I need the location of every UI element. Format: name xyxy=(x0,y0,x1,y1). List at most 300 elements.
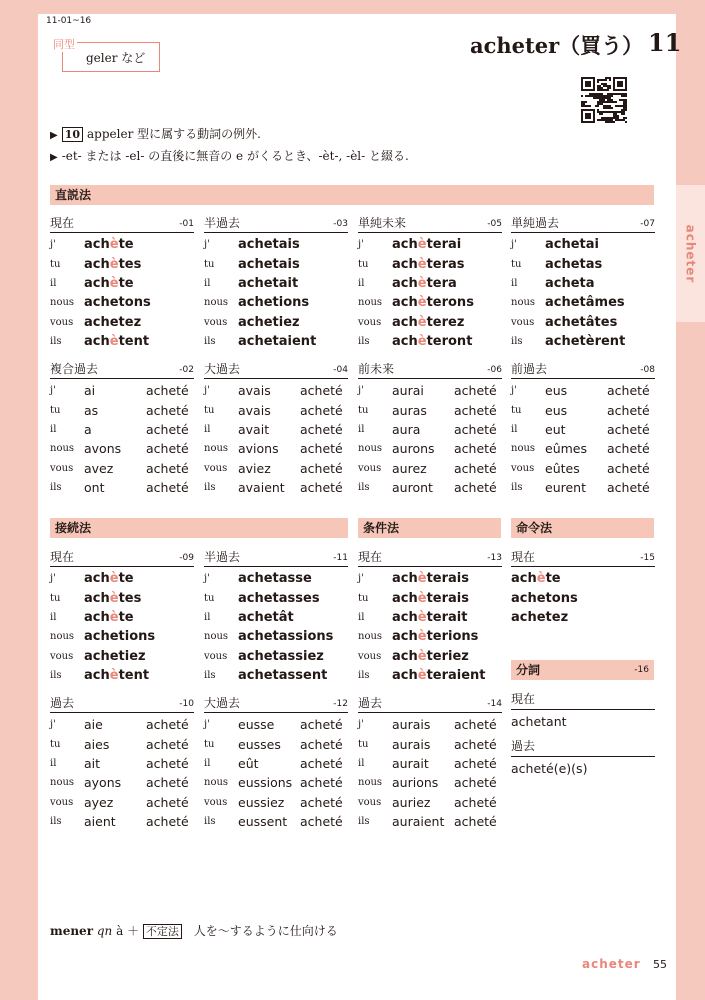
past-participle: acheté xyxy=(146,717,189,733)
verb-form xyxy=(84,295,151,310)
tense-title: 現在 xyxy=(50,550,75,564)
tense-number: -09 xyxy=(179,553,194,563)
conjugation-row xyxy=(50,608,194,627)
pronoun: vous xyxy=(50,650,74,662)
section-participle xyxy=(511,660,654,680)
footer-boxed: 不定法 xyxy=(143,924,182,939)
verb-stem: achet xyxy=(84,629,125,645)
conjugation-row xyxy=(511,274,655,293)
verb-form xyxy=(238,629,333,644)
past-participle: acheté xyxy=(454,402,497,418)
past-participle: acheté xyxy=(454,814,497,830)
auxiliary: aurons xyxy=(392,441,435,457)
conjugation-row xyxy=(204,478,348,497)
verb-form xyxy=(392,295,474,310)
tense-number: -14 xyxy=(487,699,502,709)
conjugation-row xyxy=(358,274,502,293)
verb-stem: ach xyxy=(392,314,418,330)
verb-form xyxy=(238,295,309,310)
past-participle: acheté xyxy=(454,480,497,496)
pronoun: vous xyxy=(50,796,74,808)
past-participle: acheté xyxy=(300,480,343,496)
auxiliary: aurait xyxy=(392,755,429,771)
imperative-present-block xyxy=(511,548,655,627)
conjugation-row xyxy=(358,647,502,666)
tense-block xyxy=(50,360,194,497)
past-participle: acheté xyxy=(146,402,189,418)
pronoun: vous xyxy=(50,316,74,328)
past-participle: acheté xyxy=(300,794,343,810)
past-participle: acheté xyxy=(454,460,497,476)
verb-stem: achet xyxy=(84,295,125,311)
conjugation-row xyxy=(50,254,194,273)
pronoun: tu xyxy=(511,258,522,270)
tense-block xyxy=(358,360,502,497)
conjugation-row xyxy=(511,420,655,439)
tense-header xyxy=(358,548,502,567)
conjugation-row xyxy=(511,235,655,254)
conjugation-row xyxy=(50,812,194,831)
past-participle: acheté xyxy=(300,421,343,437)
conjugation-row xyxy=(511,332,655,351)
conjugation-row xyxy=(358,400,502,419)
verb-form xyxy=(84,649,146,664)
verb-ending: tes xyxy=(118,256,142,272)
verb-stem: ach xyxy=(84,237,110,253)
auxiliary: aurais xyxy=(392,736,431,752)
auxiliary: avaient xyxy=(238,480,285,496)
pronoun: j' xyxy=(50,719,56,731)
verb-ending: terais xyxy=(426,590,469,606)
conjugation-row xyxy=(358,381,502,400)
verb-stem: achet xyxy=(238,295,279,311)
pronoun: j' xyxy=(50,573,56,585)
conjugation-row xyxy=(204,439,348,458)
verb-ending: âtes xyxy=(585,314,618,330)
section-indicative xyxy=(50,185,654,205)
conjugation-row xyxy=(204,420,348,439)
pronoun: ils xyxy=(204,482,216,494)
imperative-forms xyxy=(511,567,655,627)
conjugation-row xyxy=(358,478,502,497)
conjugation-row xyxy=(50,235,194,254)
tense-number: -15 xyxy=(640,553,655,563)
conjugation-row xyxy=(358,332,502,351)
section-conditional xyxy=(358,518,501,538)
verb-stem: achet xyxy=(545,256,586,272)
tense-header xyxy=(204,214,348,233)
pronoun: tu xyxy=(204,592,215,604)
auxiliary: auras xyxy=(392,402,427,418)
verb-ending: te xyxy=(118,237,134,253)
past-participle: acheté xyxy=(607,402,650,418)
conjugation-row xyxy=(358,608,502,627)
verb-form xyxy=(84,315,141,330)
verb-ending: te xyxy=(118,609,134,625)
pronoun: il xyxy=(204,423,211,435)
tense-block xyxy=(358,694,502,831)
triangle-bullet-icon: ▶ xyxy=(50,130,58,141)
auxiliary: auraient xyxy=(392,814,445,830)
tense-number: -10 xyxy=(179,699,194,709)
pronoun: ils xyxy=(50,482,62,494)
tense-header xyxy=(358,360,502,379)
imperative-row xyxy=(511,588,655,607)
auxiliary: eurent xyxy=(545,480,586,496)
tense-title: 現在 xyxy=(50,216,75,230)
verb-ending: teront xyxy=(426,334,473,350)
past-participle: acheté xyxy=(454,736,497,752)
note-box-number: 10 xyxy=(62,127,83,142)
tense-title: 単純過去 xyxy=(511,216,560,230)
conjugation-row xyxy=(50,381,194,400)
conjugation-row xyxy=(358,293,502,312)
note-1 xyxy=(50,125,261,142)
tense-block xyxy=(204,214,348,351)
verb-ending: terai xyxy=(426,237,462,253)
verb-form xyxy=(84,668,149,683)
verb-stem: achet xyxy=(238,237,279,253)
verb-form xyxy=(238,610,294,625)
pronoun: j' xyxy=(204,573,210,585)
conjugation-row xyxy=(50,274,194,293)
verb-ending: ez xyxy=(124,314,142,330)
section-title: 分詞 xyxy=(516,663,541,677)
past-participle: acheté xyxy=(300,775,343,791)
pronoun: vous xyxy=(204,650,228,662)
conjugation-row xyxy=(358,627,502,646)
pronoun: j' xyxy=(358,385,364,397)
verb-form xyxy=(392,668,486,683)
auxiliary: ayons xyxy=(84,775,122,791)
conjugation-row xyxy=(204,773,348,792)
past-participle: acheté xyxy=(146,421,189,437)
pronoun: nous xyxy=(204,297,229,309)
accent-letter: è xyxy=(536,571,546,587)
footer-meaning: 人を～するように仕向ける xyxy=(193,924,338,938)
verb-stem: achet xyxy=(545,334,586,350)
past-participle: acheté xyxy=(146,441,189,457)
verb-stem: ach xyxy=(392,571,418,587)
auxiliary: aurez xyxy=(392,460,427,476)
auxiliary: eussiez xyxy=(238,794,285,810)
conjugation-row xyxy=(358,773,502,792)
auxiliary: ont xyxy=(84,480,105,496)
verb-stem: achet xyxy=(545,295,586,311)
tense-block xyxy=(511,360,655,497)
pronoun: nous xyxy=(511,443,536,455)
verb-stem: achet xyxy=(238,668,279,684)
verb-ending: terais xyxy=(426,571,469,587)
past-participle: acheté xyxy=(146,755,189,771)
pronoun: vous xyxy=(358,796,382,808)
pronoun: ils xyxy=(358,670,370,682)
conjugation-row xyxy=(204,608,348,627)
auxiliary: aurais xyxy=(392,717,431,733)
same-type-text: geler など xyxy=(86,51,146,65)
conjugation-row xyxy=(204,812,348,831)
auxiliary: aviez xyxy=(238,460,271,476)
accent-letter: è xyxy=(109,275,119,291)
verb-form xyxy=(392,257,465,272)
verb-ending: tes xyxy=(118,590,142,606)
conjugation-row xyxy=(204,666,348,685)
verb-form xyxy=(545,295,625,310)
verb-form xyxy=(84,237,134,252)
conjugation-row xyxy=(204,274,348,293)
pronoun: nous xyxy=(50,777,75,789)
participle-present-value: achetant xyxy=(511,714,567,729)
accent-letter: è xyxy=(417,237,427,253)
verb-ending: terait xyxy=(426,609,468,625)
tense-block xyxy=(50,694,194,831)
pronoun: ils xyxy=(204,670,216,682)
verb-ending: assions xyxy=(278,629,334,645)
verb-form xyxy=(392,315,464,330)
auxiliary: eus xyxy=(545,383,568,399)
auxiliary: eussent xyxy=(238,814,288,830)
conjugation-row xyxy=(204,627,348,646)
tense-number: -07 xyxy=(640,219,655,229)
conjugation-row xyxy=(358,459,502,478)
tense-title: 前過去 xyxy=(511,362,548,376)
verb-form xyxy=(238,649,324,664)
tense-title: 過去 xyxy=(358,696,383,710)
pronoun: tu xyxy=(50,258,61,270)
verb-form xyxy=(84,629,155,644)
verb-form xyxy=(238,591,320,606)
pronoun: j' xyxy=(204,385,210,397)
conjugation-row xyxy=(50,793,194,812)
conjugation-row xyxy=(50,647,194,666)
pronoun: ils xyxy=(50,336,62,348)
verb-ending: ez xyxy=(551,609,569,625)
accent-letter: è xyxy=(109,334,119,350)
verb-ending: assiez xyxy=(278,648,324,664)
tense-block xyxy=(204,548,348,685)
verb-form xyxy=(392,334,472,349)
auxiliary: a xyxy=(84,421,92,437)
pronoun: nous xyxy=(358,777,383,789)
verb-form xyxy=(84,591,141,606)
auxiliary: eussions xyxy=(238,775,293,791)
conjugation-row xyxy=(204,793,348,812)
verb-ending: terons xyxy=(426,295,474,311)
tense-header xyxy=(511,548,655,567)
tense-title: 複合過去 xyxy=(50,362,99,376)
pronoun: tu xyxy=(358,258,369,270)
conjugation-row xyxy=(358,754,502,773)
past-participle: acheté xyxy=(607,383,650,399)
note-text: appeler 型に属する動詞の例外. xyxy=(87,127,261,141)
past-participle: acheté xyxy=(300,441,343,457)
verb-form xyxy=(238,237,300,252)
tense-title: 過去 xyxy=(50,696,75,710)
pronoun: j' xyxy=(50,239,56,251)
section-number: -16 xyxy=(634,665,649,675)
conjugation-row xyxy=(204,459,348,478)
tense-header xyxy=(511,360,655,379)
verb-ending: assent xyxy=(278,668,328,684)
verb-form xyxy=(545,237,599,252)
pronoun: nous xyxy=(358,443,383,455)
pronoun: vous xyxy=(204,316,228,328)
verb-stem: achet xyxy=(238,571,279,587)
tense-number: -04 xyxy=(333,365,348,375)
section-imperative xyxy=(511,518,654,538)
conjugation-row xyxy=(50,715,194,734)
pronoun: j' xyxy=(511,239,517,251)
verb-form xyxy=(545,315,617,330)
conjugation-row xyxy=(511,293,655,312)
verb-stem: achet xyxy=(238,275,279,291)
top-band xyxy=(0,0,705,14)
past-participle: acheté xyxy=(300,736,343,752)
verb-ending: ons xyxy=(551,590,578,606)
conjugation-row xyxy=(50,588,194,607)
verb-stem: ach xyxy=(84,590,110,606)
participle-past-title: 過去 xyxy=(511,737,655,757)
auxiliary: auriez xyxy=(392,794,431,810)
verb-ending: ais xyxy=(278,237,300,253)
note-2 xyxy=(50,147,409,164)
conjugation-row xyxy=(511,439,655,458)
conjugation-row xyxy=(358,812,502,831)
verb-stem: achet xyxy=(511,590,552,606)
left-margin-band xyxy=(0,0,38,1000)
conjugation-row xyxy=(204,235,348,254)
tense-block xyxy=(204,360,348,497)
conjugation-row xyxy=(50,666,194,685)
verb-ending: tent xyxy=(118,334,150,350)
verb-form xyxy=(392,571,469,586)
verb-form xyxy=(238,315,300,330)
accent-letter: è xyxy=(417,590,427,606)
verb-stem: ach xyxy=(84,668,110,684)
pronoun: nous xyxy=(204,777,229,789)
auxiliary: eusse xyxy=(238,717,275,733)
verb-stem: achet xyxy=(511,609,552,625)
footer-verb: mener xyxy=(50,924,94,938)
conjugation-row xyxy=(204,313,348,332)
past-participle: acheté xyxy=(146,383,189,399)
verb-stem: achet xyxy=(238,648,279,664)
verb-stem: ach xyxy=(84,334,110,350)
conjugation-row xyxy=(204,588,348,607)
accent-letter: è xyxy=(417,334,427,350)
verb-ending: èrent xyxy=(585,334,626,350)
past-participle: acheté xyxy=(454,441,497,457)
verb-stem: achet xyxy=(238,629,279,645)
auxiliary: eus xyxy=(545,402,568,418)
verb-form xyxy=(511,610,568,625)
tense-number: -01 xyxy=(179,219,194,229)
tense-number: -08 xyxy=(640,365,655,375)
auxiliary: aura xyxy=(392,421,421,437)
pronoun: tu xyxy=(50,592,61,604)
verb-stem: ach xyxy=(392,668,418,684)
conjugation-row xyxy=(358,734,502,753)
conjugation-row xyxy=(358,254,502,273)
auxiliary: avait xyxy=(238,421,270,437)
verb-form xyxy=(84,610,134,625)
triangle-bullet-icon: ▶ xyxy=(50,152,58,163)
verb-form xyxy=(392,237,461,252)
verb-form xyxy=(511,591,578,606)
verb-stem: ach xyxy=(392,295,418,311)
verb-form xyxy=(392,591,469,606)
verb-ending: terez xyxy=(426,314,465,330)
tense-block xyxy=(50,214,194,351)
pronoun: nous xyxy=(204,443,229,455)
past-participle: acheté xyxy=(146,736,189,752)
participle-present-title: 現在 xyxy=(511,690,655,710)
verb-stem: achet xyxy=(545,275,586,291)
pronoun: il xyxy=(358,277,365,289)
tense-header xyxy=(50,694,194,713)
tense-title: 半過去 xyxy=(204,550,241,564)
past-participle: acheté xyxy=(454,794,497,810)
verb-form xyxy=(392,649,469,664)
pronoun: ils xyxy=(358,816,370,828)
tense-header xyxy=(50,214,194,233)
pronoun: tu xyxy=(204,738,215,750)
tense-number: -03 xyxy=(333,219,348,229)
auxiliary: avez xyxy=(84,460,114,476)
verb-stem: achet xyxy=(545,314,586,330)
pronoun: vous xyxy=(511,316,535,328)
verb-ending: asses xyxy=(278,590,320,606)
verb-stem: achet xyxy=(238,609,279,625)
verb-stem: achet xyxy=(545,237,586,253)
verb-stem: achet xyxy=(238,314,279,330)
past-participle: acheté xyxy=(454,421,497,437)
pronoun: ils xyxy=(511,336,523,348)
conjugation-row xyxy=(511,381,655,400)
tense-header xyxy=(204,694,348,713)
side-index-label: acheter xyxy=(683,224,698,284)
past-participle: acheté xyxy=(454,755,497,771)
conjugation-row xyxy=(50,459,194,478)
tense-block xyxy=(358,548,502,685)
tense-number: -06 xyxy=(487,365,502,375)
verb-ending: te xyxy=(545,571,561,587)
verb-stem: ach xyxy=(84,275,110,291)
auxiliary: ait xyxy=(84,755,101,771)
auxiliary: avions xyxy=(238,441,279,457)
pronoun: vous xyxy=(358,316,382,328)
pronoun: il xyxy=(50,423,57,435)
verb-stem: ach xyxy=(84,571,110,587)
footer-preposition: à ＋ xyxy=(116,924,140,938)
past-participle: acheté xyxy=(146,814,189,830)
note-text: -et- または -el- の直後に無音の e がくるとき、-èt-, -èl- と綴る. xyxy=(61,149,409,163)
section-title: 条件法 xyxy=(363,521,400,535)
pronoun: vous xyxy=(50,462,74,474)
tense-title: 大過去 xyxy=(204,362,241,376)
verb-ending: âmes xyxy=(585,295,625,311)
pronoun: tu xyxy=(358,738,369,750)
conjugation-row xyxy=(50,569,194,588)
past-participle: acheté xyxy=(146,794,189,810)
accent-letter: è xyxy=(417,648,427,664)
pronoun: ils xyxy=(204,336,216,348)
conjugation-row xyxy=(50,332,194,351)
verb-form xyxy=(84,276,134,291)
verb-stem: ach xyxy=(392,334,418,350)
verb-ending: iez xyxy=(124,648,146,664)
verb-stem: ach xyxy=(392,609,418,625)
